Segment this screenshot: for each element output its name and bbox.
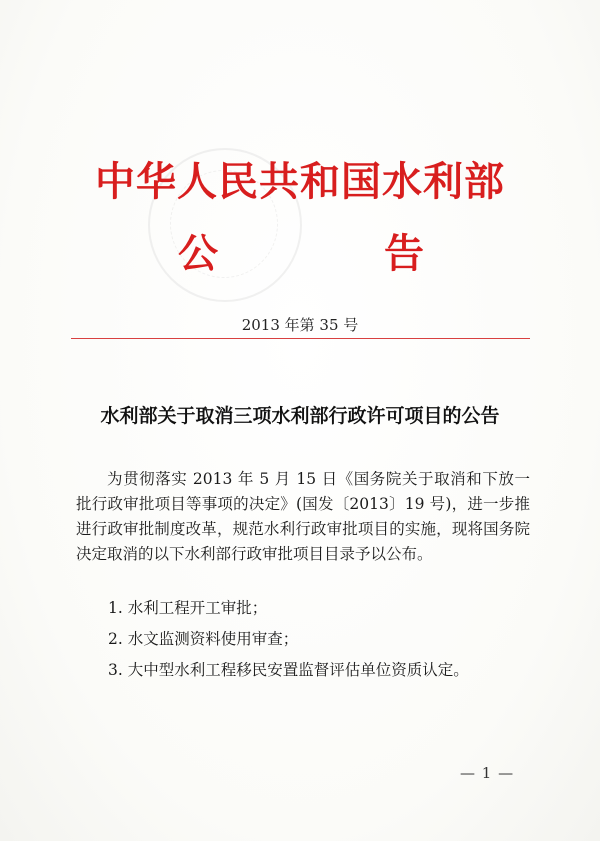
document-subject-title: 水利部关于取消三项水利部行政许可项目的公告 (100, 405, 500, 427)
list-item: 2. 水文监测资料使用审查； (108, 630, 299, 648)
item-list (108, 593, 469, 686)
notice-title (178, 222, 424, 279)
body-paragraph: 为贯彻落实 2013 年 5 月 15 日《国务院关于取消和下放一批行政审批项目等事项的决定》(国发〔2013〕19 号)，进一步推进行政审批制度改革，规范水利行政审批项目的实施，现将国务院决定取消的以下水利部行政审批项目目录予以公布。 (76, 470, 530, 563)
list-item: 1. 水利工程开工审批； (108, 599, 268, 617)
ministry-header: 中华人民共和国水利部 (95, 159, 505, 205)
notice-title-char-1: 公 (178, 231, 218, 277)
list-item: 3. 大中型水利工程移民安置监督评估单位资质认定。 (108, 661, 469, 679)
notice-title-char-2: 告 (384, 231, 424, 277)
red-divider-line (71, 338, 530, 339)
page-number: — 1 — (460, 764, 515, 782)
document-number: 2013 年第 35 号 (241, 316, 359, 334)
